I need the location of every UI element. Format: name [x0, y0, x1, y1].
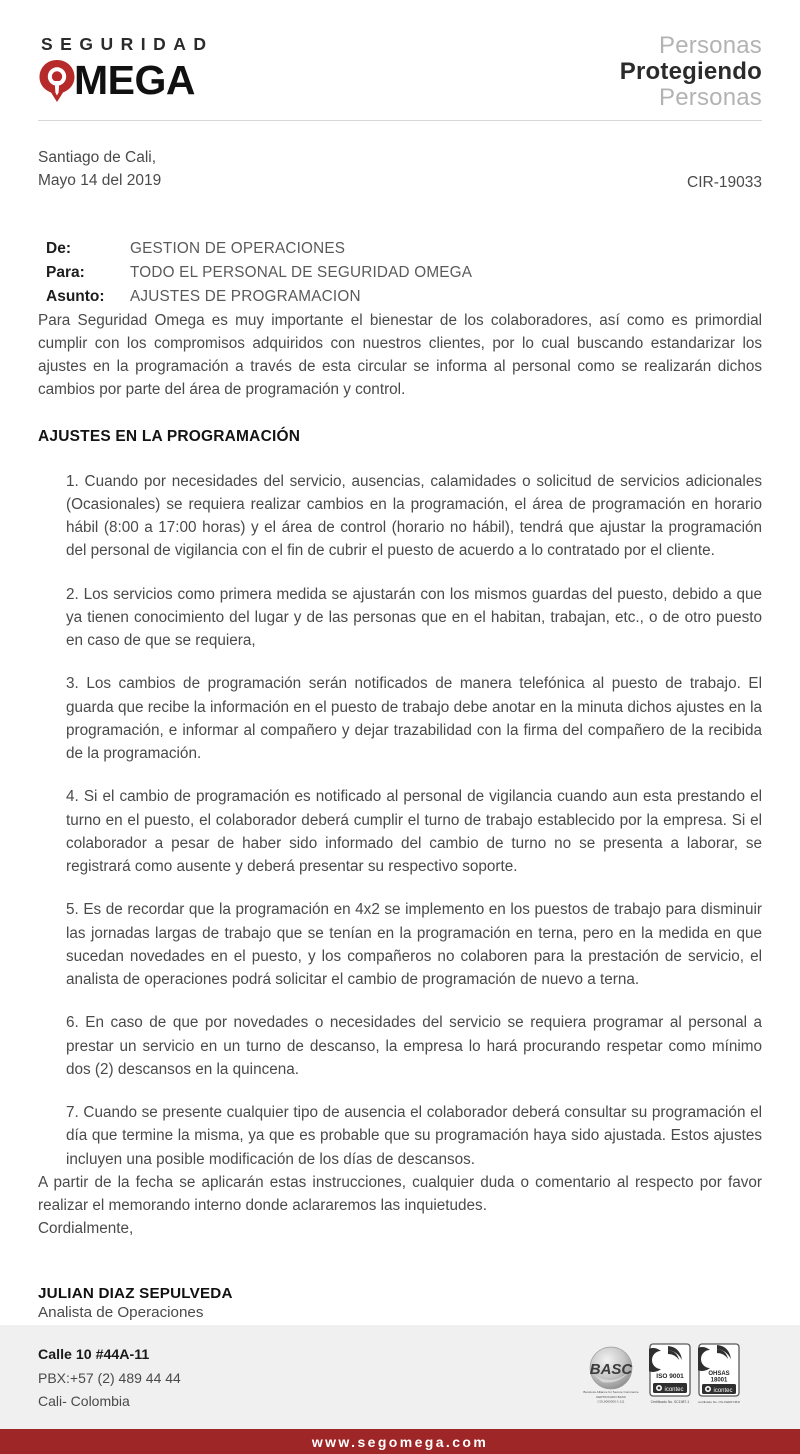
basc-certification-badge — [580, 1344, 642, 1411]
footer-phone: PBX:+57 (2) 489 44 44 — [38, 1369, 181, 1386]
section-title: AJUSTES EN LA PROGRAMACIÓN — [38, 427, 301, 445]
numbered-item-7: 7. Cuando se presente cualquier tipo de ausencia el colaborador deberá consultar su programación el día que termine la misma, ya que es probable que su programación haya sido ajustada. Estos ajustes incluyen una posible modificación de los días de descansos. — [66, 1104, 762, 1168]
company-tagline — [620, 33, 762, 111]
meta-row-para — [46, 261, 762, 285]
tagline-line-2: Protegiendo — [619, 57, 762, 85]
recipient-meta-block — [46, 237, 762, 309]
numbered-item-2: 2. Los servicios como primera medida se ajustarán con los mismos guardas del puesto, debido a que ya tienen conocimiento del lugar y de las personas que en el habitan, trabajan, etc., o de otro puesto en caso de que se requiera, — [66, 585, 762, 650]
svg-text:icontec: icontec — [664, 1386, 684, 1393]
document-header — [0, 0, 800, 120]
numbered-item-1: 1. Cuando por necesidades del servicio, ausencias, calamidades o solicitud de servicios adicionales (Ocasionales) se requiera realizar cambios en la programación, el área de programación en horario hábil (8:00 a 17:00 horas) y el área de control (horario no hábil), tendrá que ajustar la programación del personal de vigilancia con el fin de cubrir el puesto de acuerdo a lo contratado por el cliente. — [66, 472, 762, 560]
date-text: Mayo 14 del 2019 — [38, 172, 162, 190]
tagline-line-3: Personas — [659, 83, 762, 111]
footer-street: Calle 10 #44A-11 — [38, 1346, 150, 1363]
signer-name: JULIAN DIAZ SEPULVEDA — [38, 1284, 233, 1302]
svg-text:COL0000000-1-111: COL0000000-1-111 — [597, 1399, 625, 1403]
brand-word-omega: MEGA — [74, 57, 195, 103]
svg-text:BASC: BASC — [589, 1360, 633, 1378]
svg-text:CERTIFICADO BASC: CERTIFICADO BASC — [595, 1394, 627, 1399]
footer-city: Cali- Colombia — [38, 1392, 130, 1409]
place-and-date — [38, 146, 161, 193]
signature-block — [38, 1285, 762, 1321]
place-text: Santiago de Cali, — [38, 149, 157, 166]
svg-text:18001: 18001 — [710, 1377, 728, 1383]
svg-text:Certificado No. SC1987-1: Certificado No. SC1987-1 — [650, 1399, 690, 1404]
footer-address — [38, 1344, 181, 1412]
svg-text:Certificado No. OS-CER074516: Certificado No. OS-CER074516 — [698, 1399, 740, 1404]
brand-omega-lockup — [38, 59, 214, 103]
svg-text:ISO 9001: ISO 9001 — [656, 1372, 684, 1380]
iso-9001-certification-badge — [649, 1343, 691, 1412]
document-body — [0, 120, 800, 1321]
intro-paragraph: Para Seguridad Omega es muy importante el bienestar de los colaboradores, así como es primordial cumplir con los compromisos adquiridos con nuestros clientes, por lo cual buscando estandarizar los ajustes en la programación a través de esta circular se informa al personal como se realizarán dichos cambios por parte del área de programación y control. — [38, 311, 762, 399]
svg-text:Business Alliance for Secure C: Business Alliance for Secure Commerce — [583, 1389, 639, 1394]
numbered-item-3: 3. Los cambios de programación serán notificados de manera telefónica al puesto de trabajo. El guarda que recibe la información en el puesto de trabajo debe anotar en la minuta dichos ajustes en la programación, e informar al compañero y dejar trazabilidad con la firma del compañero de la recibida de la programación. — [66, 675, 762, 763]
numbered-item-6: 6. En caso de que por novedades o necesidades del servicio se requiera programar al personal a prestar un servicio en un turno de descanso, la empresa lo hará procurando respetar como mínimo dos (2) descansos en la quincena. — [66, 1014, 762, 1078]
company-logo — [38, 36, 214, 103]
regards-text: Cordialmente, — [38, 1220, 134, 1238]
meta-value-para: TODO EL PERSONAL DE SEGURIDAD OMEGA — [130, 263, 473, 281]
numbered-items-list — [38, 470, 762, 1171]
meta-label-asunto: Asunto: — [46, 287, 105, 305]
meta-label-para: Para: — [46, 263, 85, 281]
closing-paragraph: A partir de la fecha se aplicarán estas instrucciones, cualquier duda o comentario al respecto por favor realizar el memorando interno donde aclararemos las inquietudes. — [38, 1173, 762, 1215]
meta-value-asunto: AJUSTES DE PROGRAMACION — [130, 287, 361, 305]
numbered-item-5: 5. Es de recordar que la programación en 4x2 se implemento en los puestos de trabajo para disminuir las jornadas largas de trabajo que se tenían en la programación en terna, pero en la medida en que sucedan novedades en el puesto, y los compañeros no colaboren para la prestación de servicio, el analista de operaciones podrá solicitar el cambio de programación de nuevo a terna. — [66, 901, 762, 989]
meta-value-de: GESTION DE OPERACIONES — [130, 239, 346, 257]
signer-role: Analista de Operaciones — [38, 1303, 204, 1321]
ohsas-18001-certification-badge — [698, 1343, 740, 1412]
footer-contact-band — [0, 1325, 800, 1429]
footer-website-bar — [0, 1429, 800, 1454]
reference-number: CIR-19033 — [687, 173, 762, 191]
website-url[interactable]: www.segomega.com — [311, 1433, 489, 1450]
date-and-reference-row — [38, 146, 762, 193]
svg-text:icontec: icontec — [713, 1387, 733, 1394]
location-pin-icon — [38, 59, 76, 103]
numbered-item-4: 4. Si el cambio de programación es notificado al personal de vigilancia cuando aun esta prestando el turno en el puesto, el colaborador deberá cumplir el turno de trabajo establecido por la empresa. Si el colaborador a pesar de haber sido informado del cambio de turno no se presenta a laborar, se registrará como ausente y deberá presentar su respectivo soporte. — [66, 788, 762, 876]
meta-row-de — [46, 237, 762, 261]
meta-label-de: De: — [46, 239, 71, 257]
meta-row-asunto — [46, 285, 762, 309]
tagline-line-1: Personas — [659, 32, 762, 59]
brand-word-seguridad: SEGURIDAD — [41, 34, 214, 54]
svg-text:OHSAS: OHSAS — [708, 1370, 730, 1377]
certification-badges — [580, 1343, 740, 1412]
